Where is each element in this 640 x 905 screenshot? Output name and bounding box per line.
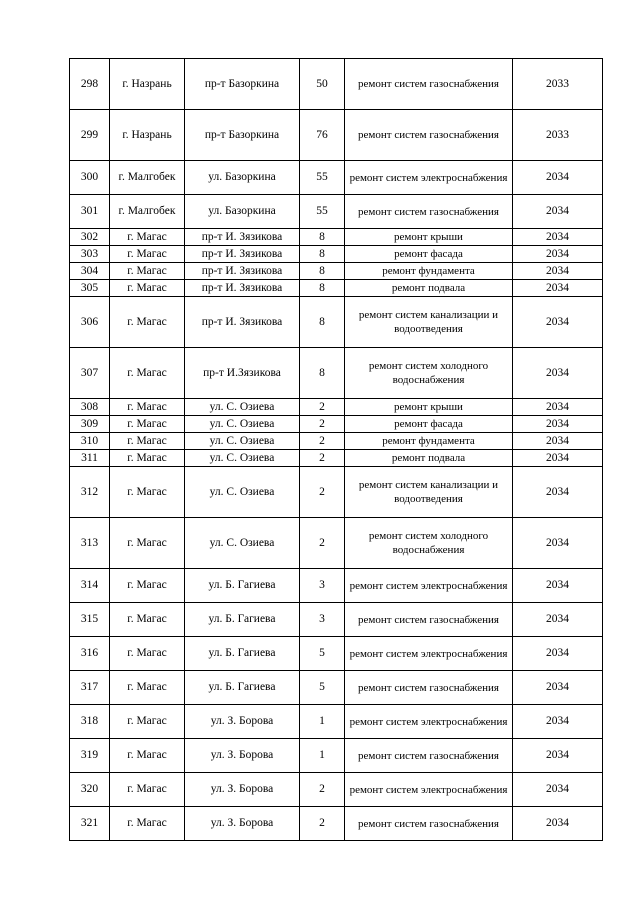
city-cell: г. Малгобек: [110, 161, 185, 195]
work-type-cell: ремонт систем канализации и водоотведения: [345, 467, 513, 518]
table-row: [70, 59, 603, 110]
street-cell: ул. С. Озиева: [185, 433, 300, 450]
table-row: [70, 195, 603, 229]
city-cell: г. Назрань: [110, 59, 185, 110]
year-cell: 2034: [513, 518, 603, 569]
table-row: [70, 671, 603, 705]
house-number-cell: 8: [300, 280, 345, 297]
year-cell: 2034: [513, 569, 603, 603]
city-cell: г. Магас: [110, 518, 185, 569]
work-type-cell: ремонт систем газоснабжения: [345, 59, 513, 110]
row-number-cell: 308: [70, 399, 110, 416]
work-type-cell: ремонт крыши: [345, 229, 513, 246]
row-number-cell: 320: [70, 773, 110, 807]
table-row: [70, 450, 603, 467]
repair-schedule-table: [69, 58, 603, 841]
street-cell: пр-т И.Зязикова: [185, 348, 300, 399]
row-number-cell: 306: [70, 297, 110, 348]
city-cell: г. Магас: [110, 637, 185, 671]
work-type-cell: ремонт систем электроснабжения: [345, 569, 513, 603]
street-cell: пр-т И. Зязикова: [185, 229, 300, 246]
table-row: [70, 518, 603, 569]
year-cell: 2034: [513, 399, 603, 416]
row-number-cell: 321: [70, 807, 110, 841]
table-row: [70, 467, 603, 518]
city-cell: г. Магас: [110, 807, 185, 841]
house-number-cell: 55: [300, 161, 345, 195]
year-cell: 2034: [513, 297, 603, 348]
row-number-cell: 302: [70, 229, 110, 246]
house-number-cell: 2: [300, 518, 345, 569]
row-number-cell: 309: [70, 416, 110, 433]
year-cell: 2034: [513, 671, 603, 705]
table-row: [70, 110, 603, 161]
street-cell: ул. Базоркина: [185, 195, 300, 229]
city-cell: г. Магас: [110, 416, 185, 433]
street-cell: ул. З. Борова: [185, 773, 300, 807]
street-cell: ул. Базоркина: [185, 161, 300, 195]
row-number-cell: 319: [70, 739, 110, 773]
house-number-cell: 3: [300, 569, 345, 603]
row-number-cell: 299: [70, 110, 110, 161]
city-cell: г. Магас: [110, 739, 185, 773]
street-cell: пр-т Базоркина: [185, 110, 300, 161]
work-type-cell: ремонт систем газоснабжения: [345, 603, 513, 637]
table-row: [70, 416, 603, 433]
work-type-cell: ремонт систем канализации и водоотведения: [345, 297, 513, 348]
work-type-cell: ремонт систем электроснабжения: [345, 161, 513, 195]
house-number-cell: 55: [300, 195, 345, 229]
street-cell: пр-т И. Зязикова: [185, 246, 300, 263]
city-cell: г. Магас: [110, 399, 185, 416]
year-cell: 2033: [513, 110, 603, 161]
city-cell: г. Магас: [110, 246, 185, 263]
row-number-cell: 314: [70, 569, 110, 603]
work-type-cell: ремонт систем газоснабжения: [345, 807, 513, 841]
city-cell: г. Магас: [110, 450, 185, 467]
year-cell: 2034: [513, 348, 603, 399]
row-number-cell: 300: [70, 161, 110, 195]
street-cell: пр-т И. Зязикова: [185, 280, 300, 297]
city-cell: г. Назрань: [110, 110, 185, 161]
row-number-cell: 318: [70, 705, 110, 739]
street-cell: ул. З. Борова: [185, 739, 300, 773]
house-number-cell: 2: [300, 807, 345, 841]
house-number-cell: 8: [300, 229, 345, 246]
year-cell: 2034: [513, 229, 603, 246]
city-cell: г. Магас: [110, 433, 185, 450]
table-row: [70, 280, 603, 297]
street-cell: ул. С. Озиева: [185, 450, 300, 467]
work-type-cell: ремонт систем газоснабжения: [345, 195, 513, 229]
house-number-cell: 76: [300, 110, 345, 161]
street-cell: ул. Б. Гагиева: [185, 671, 300, 705]
house-number-cell: 2: [300, 433, 345, 450]
year-cell: 2034: [513, 195, 603, 229]
work-type-cell: ремонт систем газоснабжения: [345, 739, 513, 773]
year-cell: 2034: [513, 161, 603, 195]
year-cell: 2034: [513, 416, 603, 433]
house-number-cell: 5: [300, 637, 345, 671]
year-cell: 2034: [513, 705, 603, 739]
year-cell: 2034: [513, 603, 603, 637]
table-row: [70, 433, 603, 450]
row-number-cell: 305: [70, 280, 110, 297]
table-row: [70, 229, 603, 246]
house-number-cell: 2: [300, 467, 345, 518]
work-type-cell: ремонт систем электроснабжения: [345, 773, 513, 807]
city-cell: г. Магас: [110, 705, 185, 739]
house-number-cell: 8: [300, 246, 345, 263]
street-cell: ул. З. Борова: [185, 807, 300, 841]
street-cell: ул. С. Озиева: [185, 467, 300, 518]
street-cell: ул. С. Озиева: [185, 518, 300, 569]
table-row: [70, 739, 603, 773]
table-row: [70, 348, 603, 399]
row-number-cell: 316: [70, 637, 110, 671]
city-cell: г. Магас: [110, 569, 185, 603]
row-number-cell: 315: [70, 603, 110, 637]
row-number-cell: 312: [70, 467, 110, 518]
year-cell: 2033: [513, 59, 603, 110]
street-cell: пр-т И. Зязикова: [185, 297, 300, 348]
document-page: [69, 58, 603, 841]
row-number-cell: 310: [70, 433, 110, 450]
street-cell: ул. С. Озиева: [185, 416, 300, 433]
street-cell: ул. С. Озиева: [185, 399, 300, 416]
house-number-cell: 3: [300, 603, 345, 637]
house-number-cell: 2: [300, 450, 345, 467]
work-type-cell: ремонт систем холодного водоснабжения: [345, 518, 513, 569]
city-cell: г. Магас: [110, 348, 185, 399]
year-cell: 2034: [513, 739, 603, 773]
work-type-cell: ремонт систем электроснабжения: [345, 637, 513, 671]
work-type-cell: ремонт фасада: [345, 246, 513, 263]
house-number-cell: 8: [300, 297, 345, 348]
work-type-cell: ремонт крыши: [345, 399, 513, 416]
house-number-cell: 2: [300, 773, 345, 807]
city-cell: г. Магас: [110, 263, 185, 280]
year-cell: 2034: [513, 263, 603, 280]
table-row: [70, 569, 603, 603]
table-row: [70, 773, 603, 807]
city-cell: г. Магас: [110, 603, 185, 637]
row-number-cell: 317: [70, 671, 110, 705]
street-cell: ул. Б. Гагиева: [185, 637, 300, 671]
street-cell: ул. З. Борова: [185, 705, 300, 739]
work-type-cell: ремонт систем газоснабжения: [345, 671, 513, 705]
row-number-cell: 303: [70, 246, 110, 263]
table-row: [70, 637, 603, 671]
work-type-cell: ремонт фундамента: [345, 263, 513, 280]
house-number-cell: 50: [300, 59, 345, 110]
house-number-cell: 8: [300, 263, 345, 280]
table-body: [70, 59, 603, 841]
year-cell: 2034: [513, 807, 603, 841]
work-type-cell: ремонт систем холодного водоснабжения: [345, 348, 513, 399]
row-number-cell: 301: [70, 195, 110, 229]
table-row: [70, 807, 603, 841]
street-cell: ул. Б. Гагиева: [185, 603, 300, 637]
table-row: [70, 603, 603, 637]
row-number-cell: 307: [70, 348, 110, 399]
year-cell: 2034: [513, 433, 603, 450]
work-type-cell: ремонт фундамента: [345, 433, 513, 450]
row-number-cell: 298: [70, 59, 110, 110]
year-cell: 2034: [513, 450, 603, 467]
row-number-cell: 311: [70, 450, 110, 467]
work-type-cell: ремонт систем газоснабжения: [345, 110, 513, 161]
house-number-cell: 1: [300, 739, 345, 773]
row-number-cell: 313: [70, 518, 110, 569]
city-cell: г. Магас: [110, 671, 185, 705]
city-cell: г. Магас: [110, 229, 185, 246]
work-type-cell: ремонт подвала: [345, 450, 513, 467]
city-cell: г. Магас: [110, 773, 185, 807]
row-number-cell: 304: [70, 263, 110, 280]
city-cell: г. Малгобек: [110, 195, 185, 229]
city-cell: г. Магас: [110, 280, 185, 297]
house-number-cell: 5: [300, 671, 345, 705]
table-row: [70, 399, 603, 416]
street-cell: ул. Б. Гагиева: [185, 569, 300, 603]
year-cell: 2034: [513, 246, 603, 263]
work-type-cell: ремонт систем электроснабжения: [345, 705, 513, 739]
table-row: [70, 263, 603, 280]
year-cell: 2034: [513, 637, 603, 671]
year-cell: 2034: [513, 773, 603, 807]
year-cell: 2034: [513, 467, 603, 518]
house-number-cell: 8: [300, 348, 345, 399]
city-cell: г. Магас: [110, 297, 185, 348]
table-row: [70, 246, 603, 263]
house-number-cell: 2: [300, 416, 345, 433]
table-row: [70, 161, 603, 195]
work-type-cell: ремонт фасада: [345, 416, 513, 433]
street-cell: пр-т Базоркина: [185, 59, 300, 110]
city-cell: г. Магас: [110, 467, 185, 518]
street-cell: пр-т И. Зязикова: [185, 263, 300, 280]
house-number-cell: 2: [300, 399, 345, 416]
work-type-cell: ремонт подвала: [345, 280, 513, 297]
year-cell: 2034: [513, 280, 603, 297]
house-number-cell: 1: [300, 705, 345, 739]
table-row: [70, 297, 603, 348]
table-row: [70, 705, 603, 739]
